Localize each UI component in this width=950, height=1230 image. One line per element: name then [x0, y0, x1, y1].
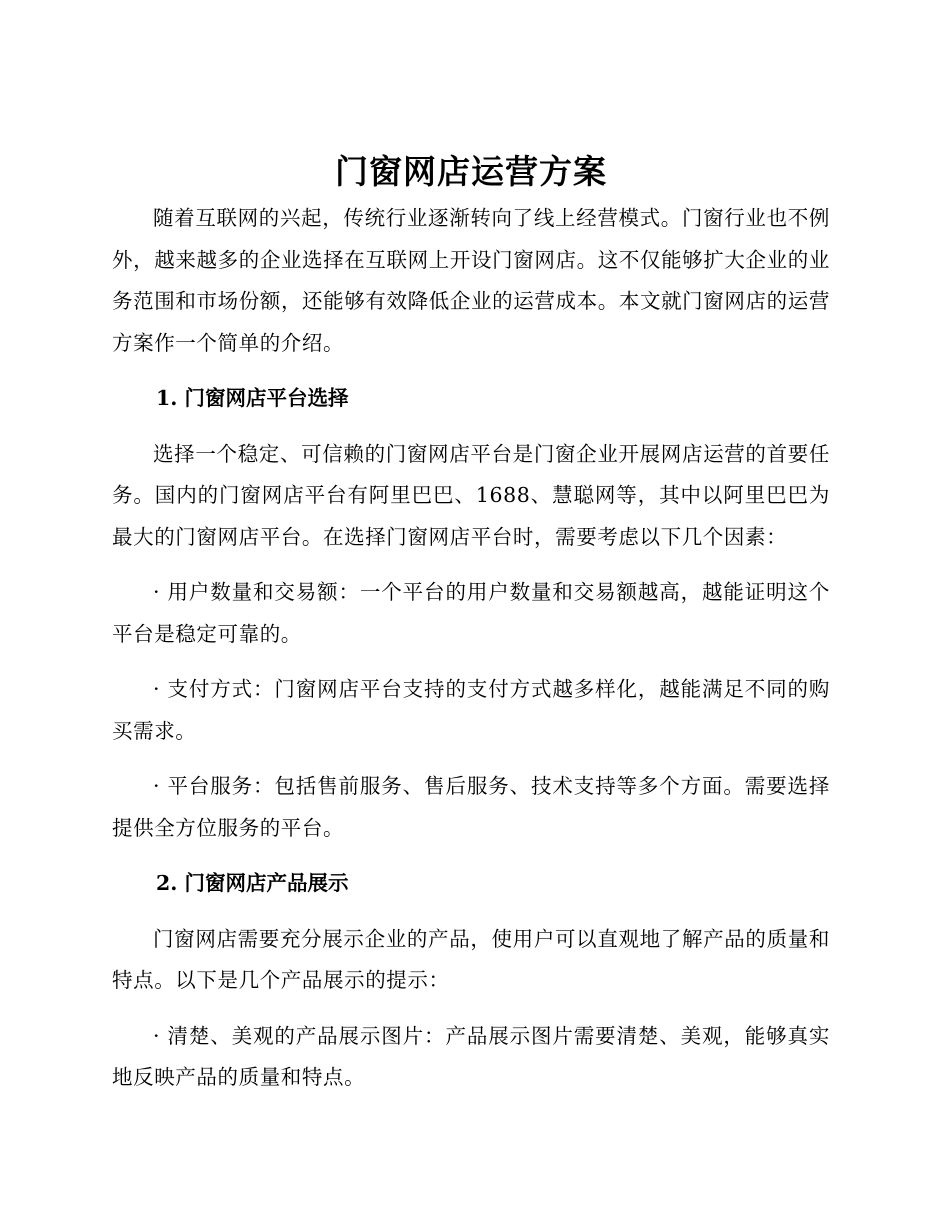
bullet-service: · 平台服务：包括售前服务、售后服务、技术支持等多个方面。需要选择提供全方位服务的平台。 [112, 774, 830, 840]
bullet-users: · 用户数量和交易额：一个平台的用户数量和交易额越高，越能证明这个平台是稳定可靠的。 [112, 580, 830, 646]
intro-paragraph: 随着互联网的兴起，传统行业逐渐转向了线上经营模式。门窗行业也不例外，越来越多的企业选择在互联网上开设门窗网店。这不仅能够扩大企业的业务范围和市场份额，还能够有效降低企业的运营成本。本文就门窗网店的运营方案作一个简单的介绍。 [112, 206, 830, 355]
section-heading-platform: 1. 门窗网店平台选择 [156, 386, 349, 410]
section-paragraph-platform: 选择一个稳定、可信赖的门窗网店平台是门窗企业开展网店运营的首要任务。国内的门窗网店平台有阿里巴巴、1688、慧聪网等，其中以阿里巴巴为最大的门窗网店平台。在选择门窗网店平台时，需要考虑以下几个因素： [112, 441, 830, 549]
bullet-payment: · 支付方式：门窗网店平台支持的支付方式越多样化，越能满足不同的购买需求。 [112, 677, 830, 743]
section-heading-products: 2. 门窗网店产品展示 [156, 871, 349, 895]
document-page [112, 146, 830, 1099]
section-paragraph-products: 门窗网店需要充分展示企业的产品，使用户可以直观地了解产品的质量和特点。以下是几个产品展示的提示： [112, 926, 830, 992]
document-title: 门窗网店运营方案 [335, 152, 607, 191]
bullet-images: · 清楚、美观的产品展示图片：产品展示图片需要清楚、美观，能够真实地反映产品的质量和特点。 [112, 1023, 830, 1089]
